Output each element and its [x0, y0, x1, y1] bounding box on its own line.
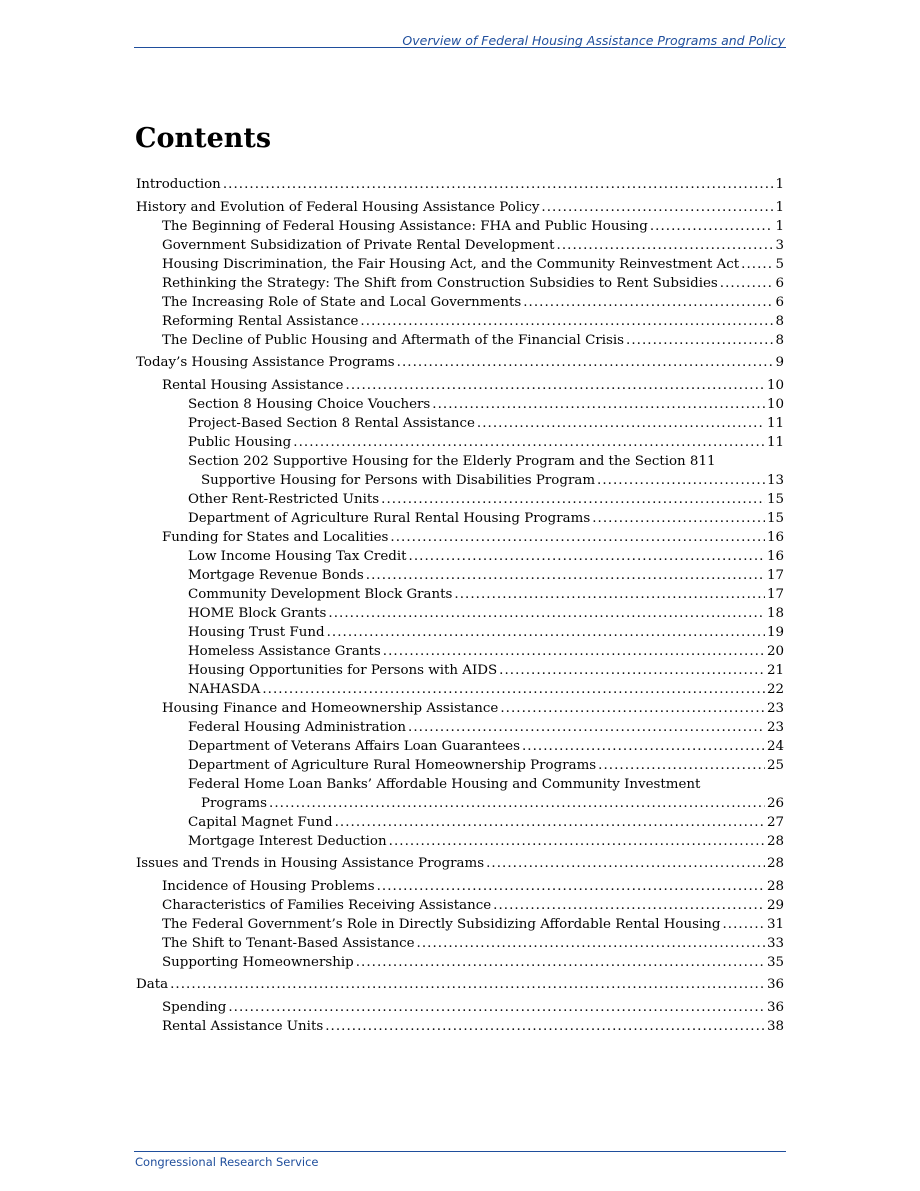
toc-entry[interactable]	[136, 236, 784, 255]
toc-entry-title: Introduction	[136, 177, 221, 192]
dot-leader	[228, 998, 765, 1017]
toc-entry-title: Rethinking the Strategy: The Shift from Construction Subsidies to Rent Subsidies	[162, 275, 718, 291]
toc-entry[interactable]	[136, 490, 784, 509]
toc-entry[interactable]	[136, 255, 784, 274]
toc-entry-title: Low Income Housing Tax Credit	[188, 548, 407, 564]
toc-entry[interactable]	[136, 934, 784, 953]
toc-page-number: 20	[766, 643, 784, 659]
toc-entry[interactable]	[136, 604, 784, 623]
dot-leader	[390, 528, 765, 547]
toc-entry[interactable]	[136, 718, 784, 737]
dot-leader	[499, 661, 765, 680]
toc-entry-title: Funding for States and Localities	[162, 529, 389, 545]
toc-entry[interactable]	[136, 680, 784, 699]
dot-leader	[269, 794, 765, 813]
toc-page-number: 25	[766, 757, 784, 773]
toc-entry-title: Housing Discrimination, the Fair Housing Act, and the Community Reinvestment Act	[162, 256, 740, 272]
toc-page-number: 15	[766, 491, 784, 507]
page-title: Contents	[135, 123, 272, 154]
toc-entry-title: Mortgage Revenue Bonds	[188, 567, 364, 583]
toc-entry-title: Project-Based Section 8 Rental Assistance	[188, 415, 475, 431]
dot-leader	[626, 331, 773, 350]
toc-entry[interactable]	[136, 813, 784, 832]
toc-page-number: 23	[766, 700, 784, 716]
toc-entry[interactable]	[136, 756, 784, 775]
toc-entry-title: Spending	[162, 999, 227, 1015]
toc-page-number: 8	[775, 332, 784, 348]
toc-entry-title: The Shift to Tenant-Based Assistance	[162, 935, 415, 951]
toc-page-number: 11	[766, 415, 784, 431]
toc-page-number: 3	[775, 237, 784, 253]
toc-entry[interactable]	[136, 998, 784, 1017]
toc-entry[interactable]	[136, 471, 784, 490]
toc-entry[interactable]	[136, 414, 784, 433]
toc-page-number: 5	[775, 256, 784, 272]
toc-entry-title: The Increasing Role of State and Local Governments	[162, 294, 522, 310]
toc-page-number: 23	[766, 719, 784, 735]
footer-divider	[134, 1151, 786, 1152]
dot-leader	[432, 395, 765, 414]
toc-entry-title: Characteristics of Families Receiving Assistance	[162, 897, 492, 913]
toc-entry-title: The Decline of Public Housing and Aftermath of the Financial Crisis	[162, 332, 625, 348]
dot-leader	[720, 274, 774, 293]
toc-page-number: 18	[766, 605, 784, 621]
toc-entry[interactable]	[136, 509, 784, 528]
toc-page-number: 9	[775, 355, 784, 370]
toc-page-number: 19	[766, 624, 784, 640]
dot-leader	[598, 756, 765, 775]
dot-leader	[741, 255, 773, 274]
dot-leader	[389, 832, 765, 851]
dot-leader	[557, 236, 774, 255]
dot-leader	[223, 175, 774, 194]
toc-entry-title: The Federal Government’s Role in Directly Subsidizing Affordable Rental Housing	[162, 916, 721, 932]
dot-leader	[493, 896, 765, 915]
toc-entry-title: History and Evolution of Federal Housing Assistance Policy	[136, 199, 540, 215]
toc-entry-title: Capital Magnet Fund	[188, 814, 333, 830]
toc-entry[interactable]	[136, 953, 784, 972]
dot-leader	[381, 490, 765, 509]
toc-entry[interactable]	[136, 312, 784, 331]
header-divider	[134, 47, 786, 48]
dot-leader	[522, 737, 765, 756]
toc-page-number: 28	[766, 833, 784, 849]
toc-page-number: 31	[766, 916, 784, 932]
dot-leader	[346, 376, 765, 395]
toc-page-number: 10	[766, 377, 784, 393]
toc-page-number: 13	[766, 472, 784, 488]
toc-entry[interactable]	[136, 623, 784, 642]
toc-entry-title: Issues and Trends in Housing Assistance Programs	[136, 856, 485, 871]
toc-entry[interactable]	[136, 896, 784, 915]
dot-leader	[325, 1017, 765, 1036]
toc-page-number: 11	[766, 434, 784, 450]
toc-entry[interactable]	[136, 547, 784, 566]
toc-entry-title: Federal Housing Administration	[188, 719, 406, 735]
dot-leader	[409, 547, 765, 566]
toc-entry[interactable]	[136, 699, 784, 718]
dot-leader	[592, 509, 765, 528]
toc-entry-title-line1[interactable]: Federal Home Loan Banks’ Affordable Housing and Community Investment	[188, 776, 701, 792]
toc-entry-title-line1[interactable]: Section 202 Supportive Housing for the Elderly Program and the Section 811	[188, 453, 716, 469]
toc-entry[interactable]	[136, 585, 784, 604]
toc-entry-title: Community Development Block Grants	[188, 586, 453, 602]
dot-leader	[541, 198, 773, 217]
toc-page-number: 22	[766, 681, 784, 697]
toc-entry-title: Housing Opportunities for Persons with AIDS	[188, 662, 498, 678]
toc-entry[interactable]	[136, 528, 784, 547]
dot-leader	[408, 718, 765, 737]
dot-leader	[477, 414, 765, 433]
toc-entry-introduction[interactable]	[136, 175, 784, 194]
dot-leader	[377, 877, 765, 896]
toc-page-number: 1	[775, 177, 784, 192]
toc-page-number: 16	[766, 548, 784, 564]
toc-page-number: 36	[766, 977, 784, 992]
toc-entry[interactable]	[136, 293, 784, 312]
dot-leader	[328, 604, 765, 623]
toc-entry[interactable]	[136, 794, 784, 813]
dot-leader	[170, 975, 765, 994]
dot-leader	[262, 680, 765, 699]
toc-entry[interactable]	[136, 274, 784, 293]
toc-entry-title: Other Rent-Restricted Units	[188, 491, 380, 507]
toc-entry-title: Programs	[201, 795, 267, 811]
toc-page-number: 33	[766, 935, 784, 951]
toc-page-number: 35	[766, 954, 784, 970]
toc-page-number: 28	[766, 856, 784, 871]
toc-entry-title: Rental Housing Assistance	[162, 377, 344, 393]
toc-page-number: 10	[766, 396, 784, 412]
table-of-contents	[136, 175, 784, 1036]
dot-leader	[650, 217, 774, 236]
toc-entry-title: Supportive Housing for Persons with Disabilities Program	[201, 472, 596, 488]
toc-entry[interactable]	[136, 915, 784, 934]
toc-entry[interactable]	[136, 661, 784, 680]
toc-entry-title: Department of Agriculture Rural Rental Housing Programs	[188, 510, 591, 526]
toc-entry-title: Incidence of Housing Problems	[162, 878, 375, 894]
toc-entry[interactable]	[136, 737, 784, 756]
toc-entry[interactable]	[136, 566, 784, 585]
toc-page-number: 1	[775, 218, 784, 234]
toc-page-number: 17	[766, 586, 784, 602]
toc-entry-title: Homeless Assistance Grants	[188, 643, 381, 659]
running-header: Overview of Federal Housing Assistance Programs and Policy	[402, 33, 785, 48]
dot-leader	[335, 813, 765, 832]
toc-entry[interactable]	[136, 433, 784, 452]
toc-entry[interactable]	[136, 217, 784, 236]
toc-page-number: 21	[766, 662, 784, 678]
toc-entry-title: Data	[136, 977, 169, 992]
dot-leader	[293, 433, 765, 452]
toc-entry-title: Government Subsidization of Private Rental Development	[162, 237, 555, 253]
toc-page-number: 27	[766, 814, 784, 830]
toc-page-number: 24	[766, 738, 784, 754]
dot-leader	[523, 293, 773, 312]
toc-entry[interactable]	[136, 331, 784, 350]
toc-page-number: 6	[775, 275, 784, 291]
toc-page-number: 38	[766, 1018, 784, 1034]
toc-entry-title: Today’s Housing Assistance Programs	[136, 355, 395, 370]
toc-entry[interactable]	[136, 1017, 784, 1036]
dot-leader	[397, 353, 774, 372]
toc-page-number: 17	[766, 567, 784, 583]
toc-entry-title: Housing Finance and Homeownership Assistance	[162, 700, 499, 716]
toc-page-number: 15	[766, 510, 784, 526]
toc-entry-title: Reforming Rental Assistance	[162, 313, 359, 329]
toc-entry-title: Supporting Homeownership	[162, 954, 354, 970]
toc-entry[interactable]	[136, 877, 784, 896]
dot-leader	[454, 585, 765, 604]
toc-entry-title: HOME Block Grants	[188, 605, 327, 621]
toc-entry-title: Housing Trust Fund	[188, 624, 325, 640]
dot-leader	[500, 699, 765, 718]
dot-leader	[360, 312, 773, 331]
toc-page-number: 8	[775, 313, 784, 329]
toc-entry-title: NAHASDA	[188, 681, 261, 697]
toc-entry-data[interactable]	[136, 975, 784, 994]
dot-leader	[597, 471, 765, 490]
toc-entry-title: Department of Veterans Affairs Loan Guarantees	[188, 738, 520, 754]
toc-entry-title: Department of Agriculture Rural Homeownership Programs	[188, 757, 597, 773]
toc-entry-title: The Beginning of Federal Housing Assistance: FHA and Public Housing	[162, 218, 648, 234]
toc-entry-history[interactable]	[136, 198, 784, 217]
dot-leader	[366, 566, 765, 585]
toc-page-number: 28	[766, 878, 784, 894]
toc-entry-todays-programs[interactable]	[136, 353, 784, 372]
toc-page-number: 16	[766, 529, 784, 545]
toc-entry-title: Public Housing	[188, 434, 292, 450]
dot-leader	[356, 953, 765, 972]
toc-page-number: 6	[775, 294, 784, 310]
toc-page-number: 1	[775, 199, 784, 215]
dot-leader	[327, 623, 765, 642]
toc-page-number: 36	[766, 999, 784, 1015]
dot-leader	[486, 854, 765, 873]
toc-entry-title: Mortgage Interest Deduction	[188, 833, 387, 849]
toc-entry-title: Rental Assistance Units	[162, 1018, 324, 1034]
dot-leader	[417, 934, 765, 953]
toc-entry[interactable]	[136, 395, 784, 414]
toc-page-number: 26	[766, 795, 784, 811]
footer-publisher: Congressional Research Service	[135, 1155, 319, 1169]
dot-leader	[383, 642, 765, 661]
toc-entry[interactable]	[136, 376, 784, 395]
toc-page-number: 29	[766, 897, 784, 913]
toc-entry[interactable]	[136, 832, 784, 851]
dot-leader	[722, 915, 765, 934]
toc-entry-title: Section 8 Housing Choice Vouchers	[188, 396, 431, 412]
toc-entry[interactable]	[136, 642, 784, 661]
toc-entry-issues-trends[interactable]	[136, 854, 784, 873]
